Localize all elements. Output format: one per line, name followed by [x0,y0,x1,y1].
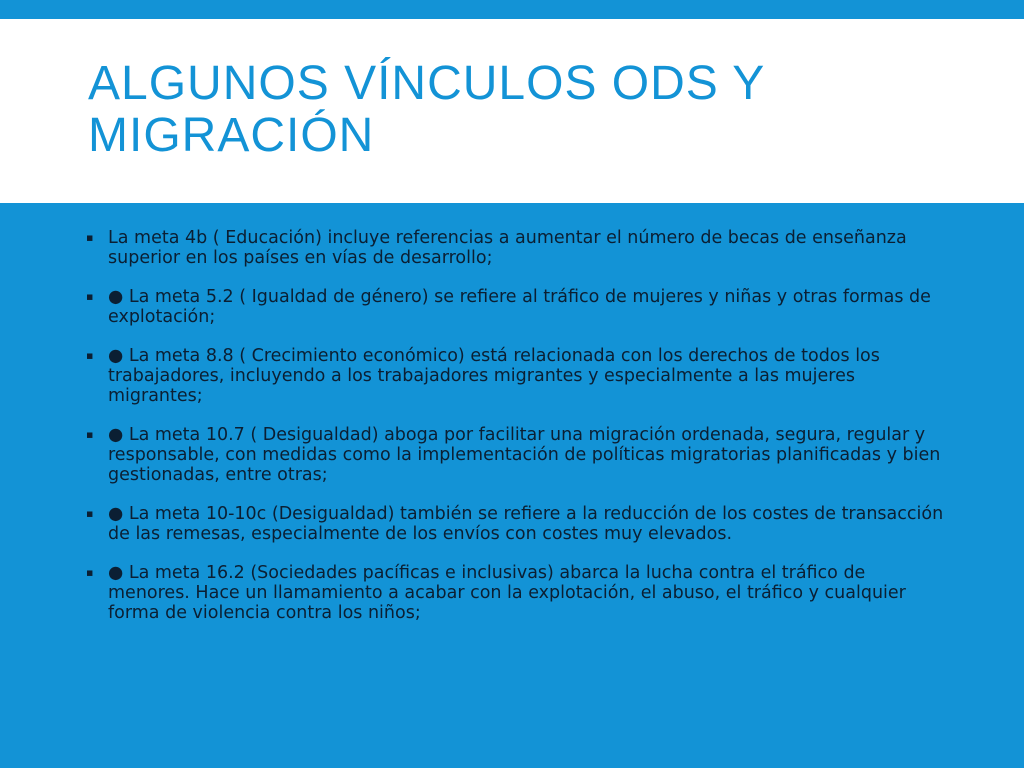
bullet-list [80,228,950,642]
bullet-item-5 [80,504,950,544]
bullet-marker-icon: ▪ [86,231,94,244]
bullet-item-2 [80,287,950,327]
bullet-item-4 [80,425,950,485]
bullet-item-1 [80,228,950,268]
bullet-text: ● La meta 8.8 ( Crecimiento económico) está relacionada con los derechos de todos los trabajadores, incluyendo a los trabajadores migrantes y especialmente a las mujeres migrantes; [108,346,880,406]
bullet-marker-icon: ▪ [86,290,94,303]
slide-title: ALGUNOS VÍNCULOS ODS Y MIGRACIÓN [88,57,765,162]
bullet-item-3 [80,346,950,406]
bullet-text: ● La meta 10.7 ( Desigualdad) aboga por facilitar una migración ordenada, segura, regular y responsable, con medidas como la implementación de políticas migratorias planificadas y bien gestionadas, entre otras; [108,425,941,485]
bullet-marker-icon: ▪ [86,428,94,441]
bullet-text: ● La meta 16.2 (Sociedades pacíficas e inclusivas) abarca la lucha contra el tráfico de menores. Hace un llamamiento a acabar con la explotación, el abuso, el tráfico y cualquier forma de violencia contra los niños; [108,563,906,623]
bullet-text: La meta 4b ( Educación) incluye referencias a aumentar el número de becas de enseñanza superior en los países en vías de desarrollo; [108,228,907,268]
bullet-marker-icon: ▪ [86,566,94,579]
title-panel [0,19,1024,203]
bullet-marker-icon: ▪ [86,507,94,520]
bullet-text: ● La meta 5.2 ( Igualdad de género) se refiere al tráfico de mujeres y niñas y otras formas de explotación; [108,287,931,327]
bullet-item-6 [80,563,950,623]
bullet-text: ● La meta 10-10c (Desigualdad) también se refiere a la reducción de los costes de transacción de las remesas, especialmente de los envíos con costes muy elevados. [108,504,944,544]
bullet-marker-icon: ▪ [86,349,94,362]
